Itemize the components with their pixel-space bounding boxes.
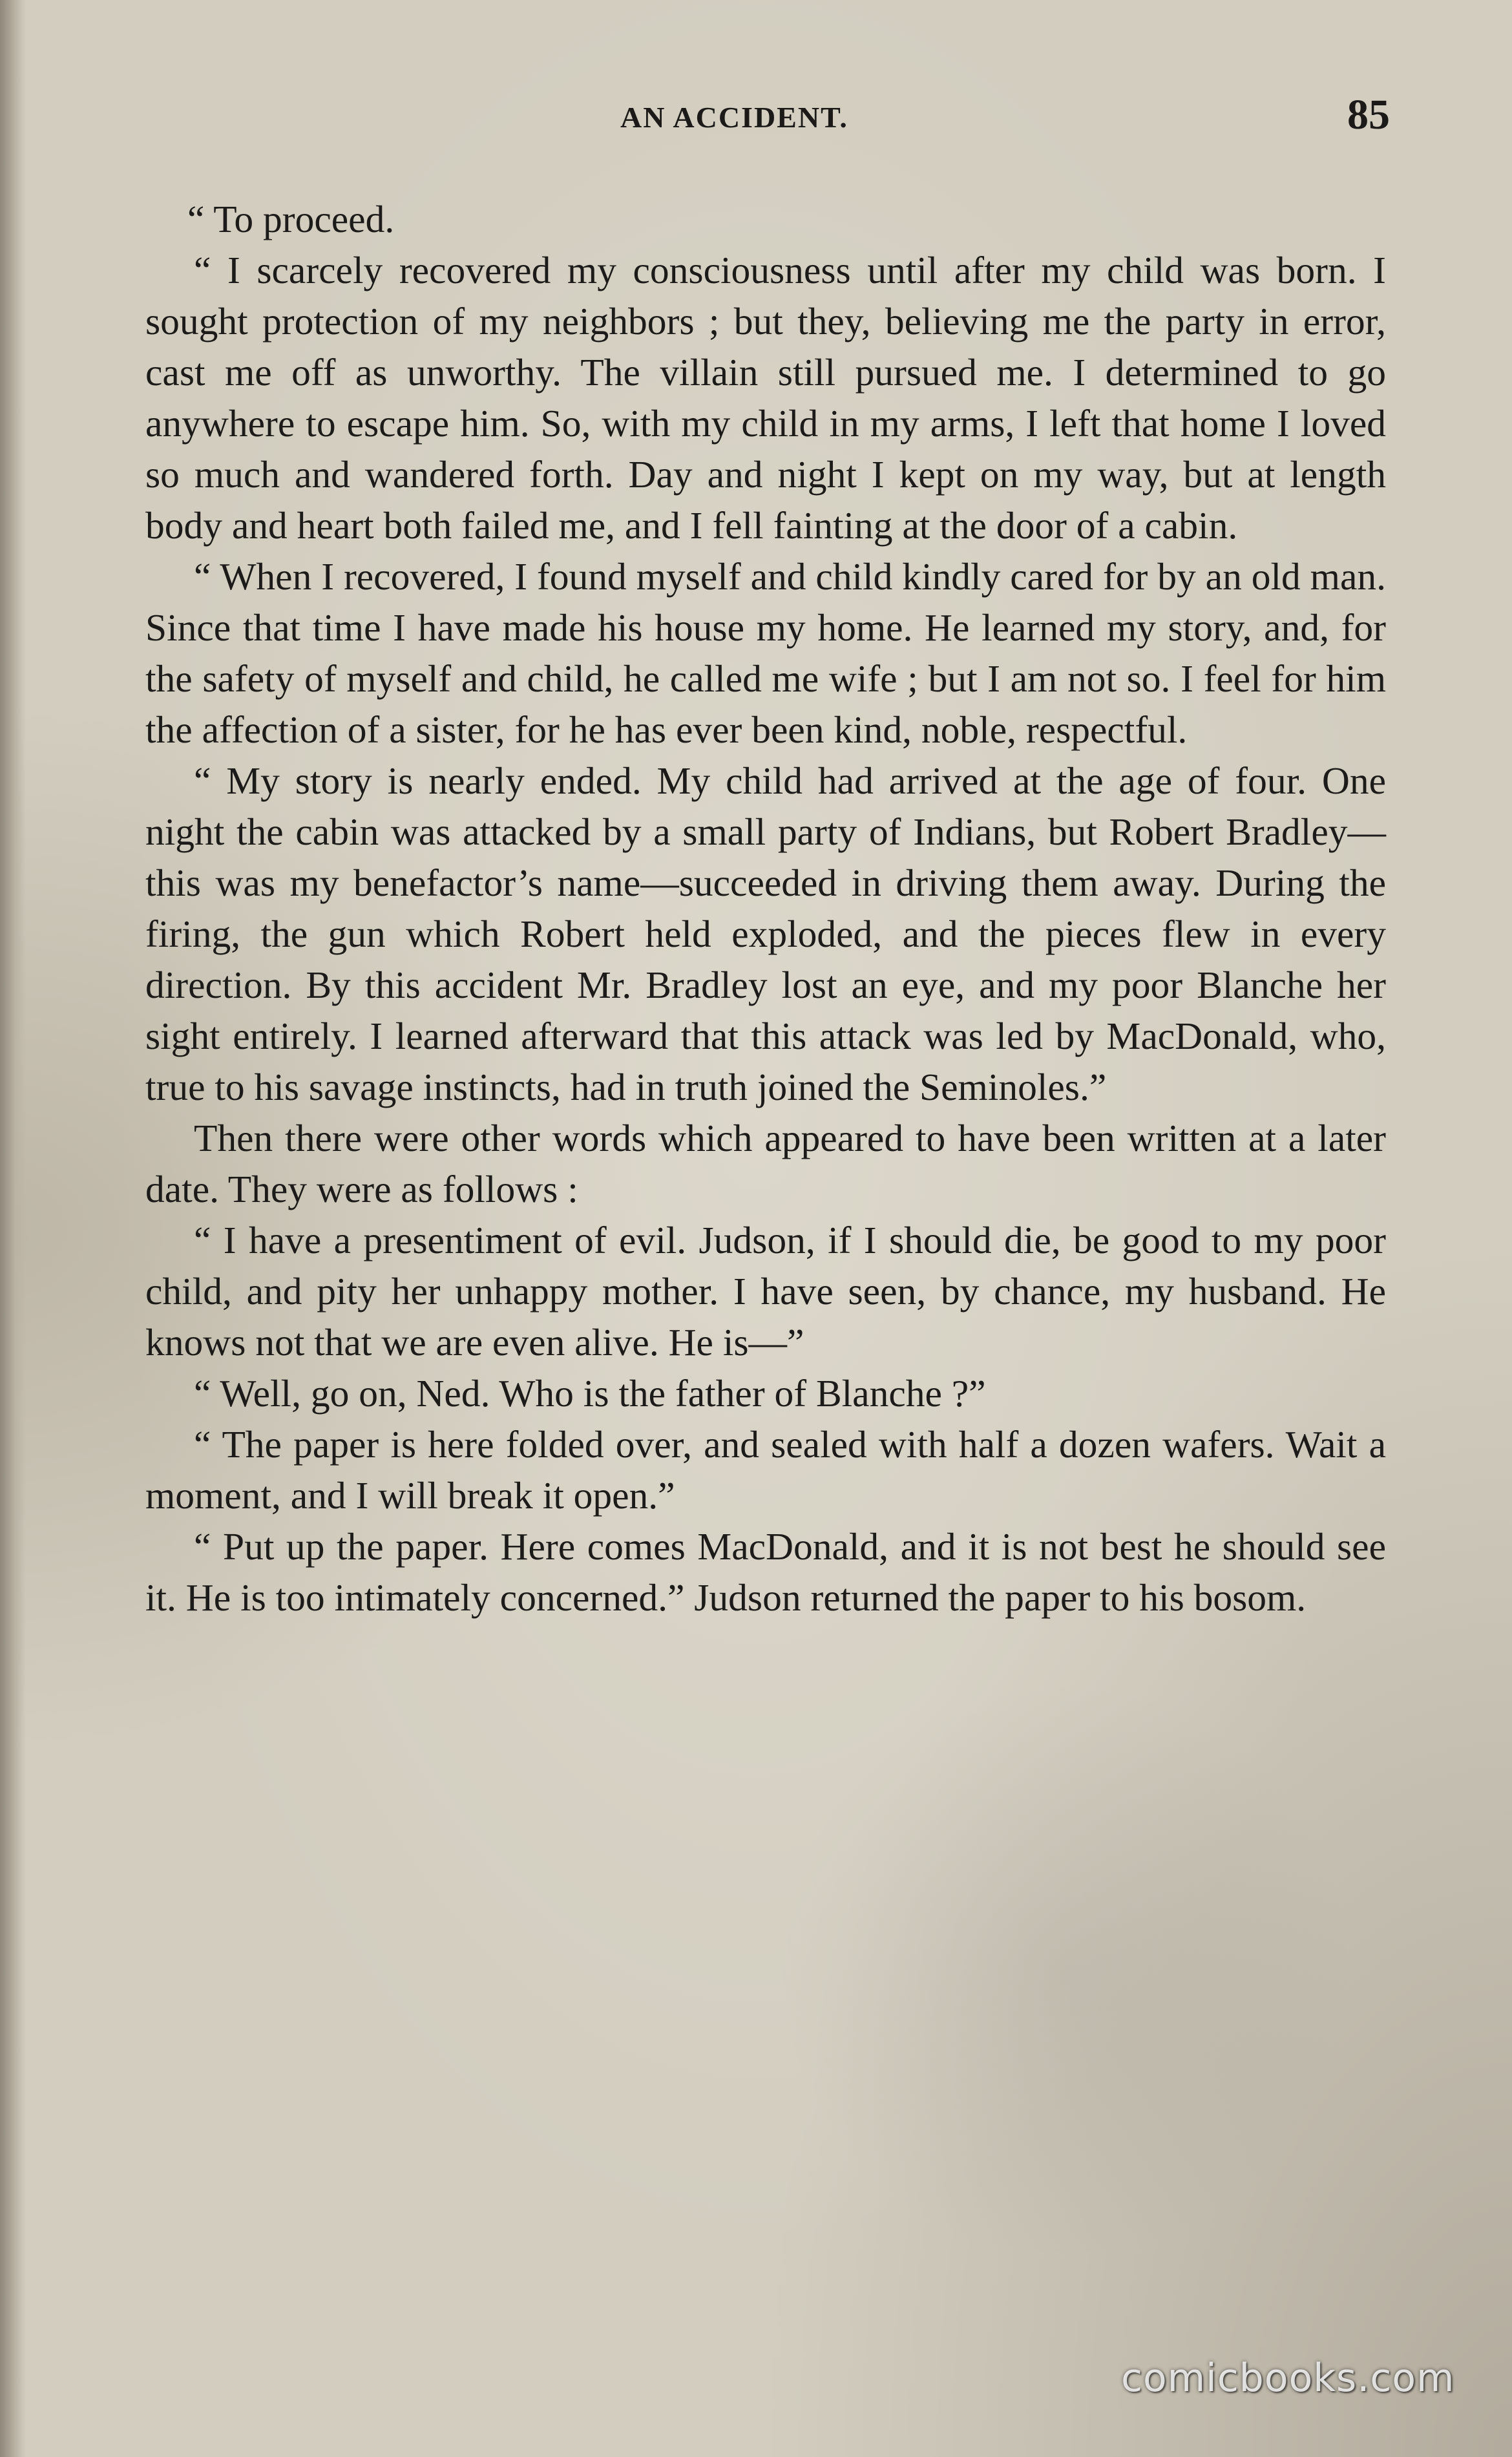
paragraph: “ I have a presentiment of evil. Judson, if I should die, be good to my poor child, and pity her unhappy mother. I have seen, by chance, my husband. He knows not that we are even alive. He is—” <box>145 1219 1386 1364</box>
paragraph: “ The paper is here folded over, and sealed with half a dozen wafers. Wait a moment, and I will break it open.” <box>145 1423 1386 1517</box>
paragraph: “ My story is nearly ended. My child had arrived at the age of four. One night the cabin was attacked by a small party of Indians, but Robert Bradley—this was my benefactor’s name—succeeded in driving them away. During the firing, the gun which Robert held exploded, and the pieces flew in every direction. By this accident Mr. Bradley lost an eye, and my poor Blanche her sight entirely. I learned afterward that this attack was led by MacDonald, who, true to his savage instincts, had in truth joined the Seminoles.” <box>145 759 1386 1108</box>
site-watermark: comicbooks.com <box>1121 2356 1455 2401</box>
page-binding-edge <box>0 0 26 2457</box>
paragraph: “ Well, go on, Ned. Who is the father of Blanche ?” <box>194 1372 986 1415</box>
paragraph: “ To proceed. <box>187 198 395 240</box>
paragraph: “ I scarcely recovered my consciousness until after my child was born. I sought protection of my neighbors ; but they, believing me the party in error, cast me off as unworthy. The villain still pursued me. I determined to go anywhere to escape him. So, with my child in my arms, I left that home I loved so much and wandered forth. Day and night I kept on my way, but at length body and heart both failed me, and I fell fainting at the door of a cabin. <box>145 249 1386 547</box>
paragraph: “ Put up the paper. Here comes MacDonald, and it is not best he should see it. He is too intimately concerned.” Judson returned the paper to his bosom. <box>145 1525 1386 1619</box>
paragraph: Then there were other words which appeared to have been written at a later date. They were as follows : <box>145 1117 1386 1210</box>
page-number: 85 <box>1347 91 1390 138</box>
page-body <box>145 194 1386 1623</box>
reverse-side-bleed-through <box>775 1680 1357 2262</box>
running-title: AN ACCIDENT. <box>620 101 848 134</box>
paragraph: “ When I recovered, I found myself and child kindly cared for by an old man. Since that time I have made his house my home. He learned my story, and, for the safety of myself and child, he called me wife ; but I am not so. I feel for him the affection of a sister, for he has ever been kind, noble, respectful. <box>145 555 1386 751</box>
